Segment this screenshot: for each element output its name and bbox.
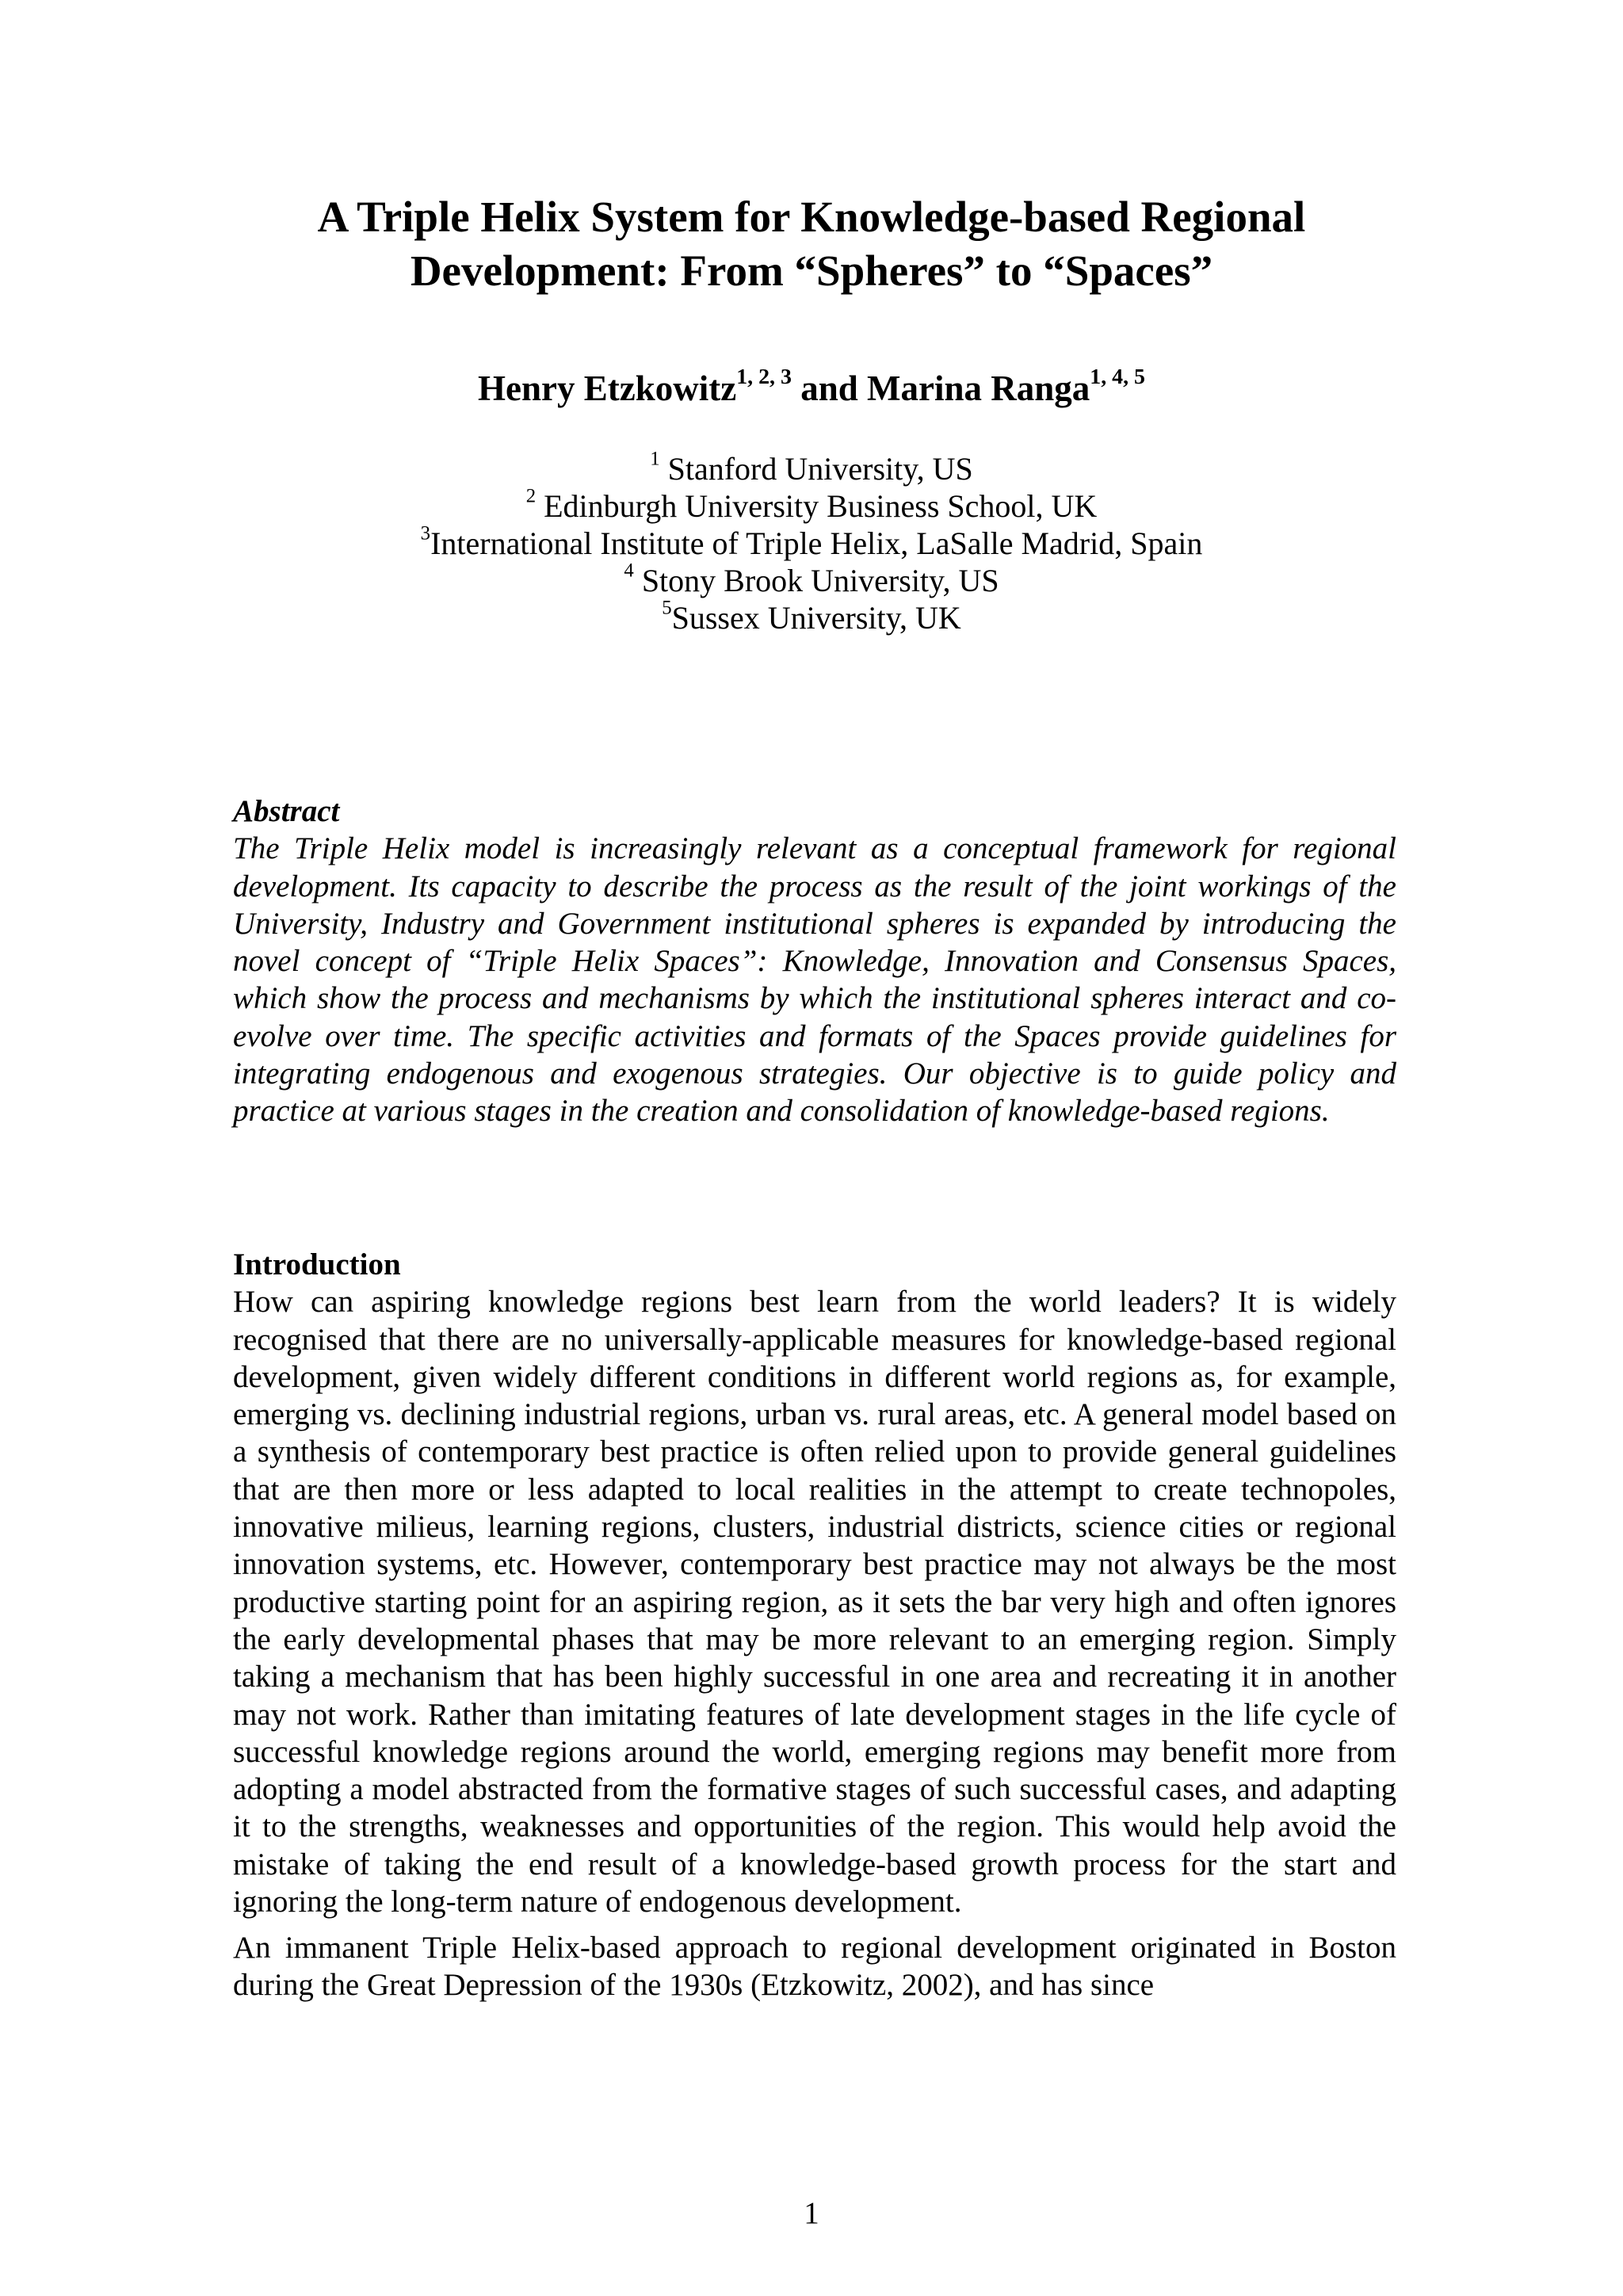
affiliation-number: 5 (662, 597, 672, 619)
author-1-name: Henry Etzkowitz (478, 369, 737, 408)
affiliation-number: 1 (650, 448, 660, 470)
affiliation-text: Edinburgh University Business School, UK (544, 488, 1098, 524)
affiliation-number: 2 (525, 485, 537, 507)
author-2-affiliation-marks: 1, 4, 5 (1090, 365, 1145, 390)
affiliation-text: Stony Brook University, US (641, 563, 999, 598)
affiliation-item (0, 450, 1623, 487)
title-line-2: Development: From “Spheres” to “Spaces” (410, 246, 1213, 295)
author-2-name: Marina Ranga (867, 369, 1090, 408)
introduction-section (233, 1246, 1396, 1920)
affiliation-number: 4 (624, 560, 634, 582)
abstract-section (233, 793, 1396, 1130)
abstract-text: The Triple Helix model is increasingly relevant as a conceptual framework for regional development. Its capacity to describe the process as the result of the joint workings of the University, Industry and Government institutional spheres is expanded by introducing the novel concept of “Triple Helix Spaces”: Knowledge, Innovation and Consensus Spaces, which show the process and mechanisms by which the institutional spheres interact and co-evolve over time. The specific activities and formats of the Spaces provide guidelines for integrating endogenous and exogenous strategies. Our objective is to guide policy and practice at various stages in the creation and consolidation of knowledge-based regions. (233, 831, 1396, 1129)
affiliation-number: 3 (420, 522, 431, 544)
title-line-1: A Triple Helix System for Knowledge-based Regional (317, 193, 1306, 241)
affiliation-item (0, 487, 1623, 525)
author-connector: and (791, 369, 867, 408)
introduction-paragraph-1: How can aspiring knowledge regions best learn from the world leaders? It is widely recognised that there are no universally-applicable measures for knowledge-based regional development, given widely different conditions in different world regions as, for example, emerging vs. declining industrial regions, urban vs. rural areas, etc. A general model based on a synthesis of contemporary best practice is often relied upon to provide general guidelines that are then more or less adapted to local realities in the attempt to create technopoles, innovative milieus, learning regions, clusters, industrial districts, science cities or regional innovation systems, etc. However, contemporary best practice may not always be the most productive starting point for an aspiring region, as it sets the bar very high and often ignores the early developmental phases that may be more relevant to an emerging region. Simply taking a mechanism that has been highly successful in one area and recreating it in another may not work. Rather than imitating features of late development stages in the life cycle of successful knowledge regions around the world, emerging regions may benefit more from adopting a model abstracted from the formative stages of such successful cases, and adapting it to the strengths, weaknesses and opportunities of the region. This would help avoid the mistake of taking the end result of a knowledge-based growth process for the start and ignoring the long-term nature of endogenous development. (233, 1285, 1396, 1920)
abstract-heading: Abstract (233, 794, 340, 828)
author-line (0, 365, 1623, 412)
affiliation-item (0, 522, 1623, 562)
affiliation-item (0, 599, 1623, 636)
author-1-affiliation-marks: 1, 2, 3 (736, 365, 792, 390)
introduction-heading: Introduction (233, 1247, 401, 1282)
affiliation-text: International Institute of Triple Helix, LaSalle Madrid, Spain (430, 525, 1203, 561)
affiliation-text: Stanford University, US (667, 451, 973, 487)
page-number: 1 (804, 2196, 819, 2230)
introduction-paragraph-2: An immanent Triple Helix-based approach to regional development originated in Boston during the Great Depression of the 1930s (Etzkowitz, 2002), and has since (233, 1931, 1396, 2003)
affiliation-item (0, 562, 1623, 599)
paper-title (0, 190, 1623, 298)
affiliations-list (0, 450, 1623, 636)
affiliation-text: Sussex University, UK (671, 600, 961, 636)
